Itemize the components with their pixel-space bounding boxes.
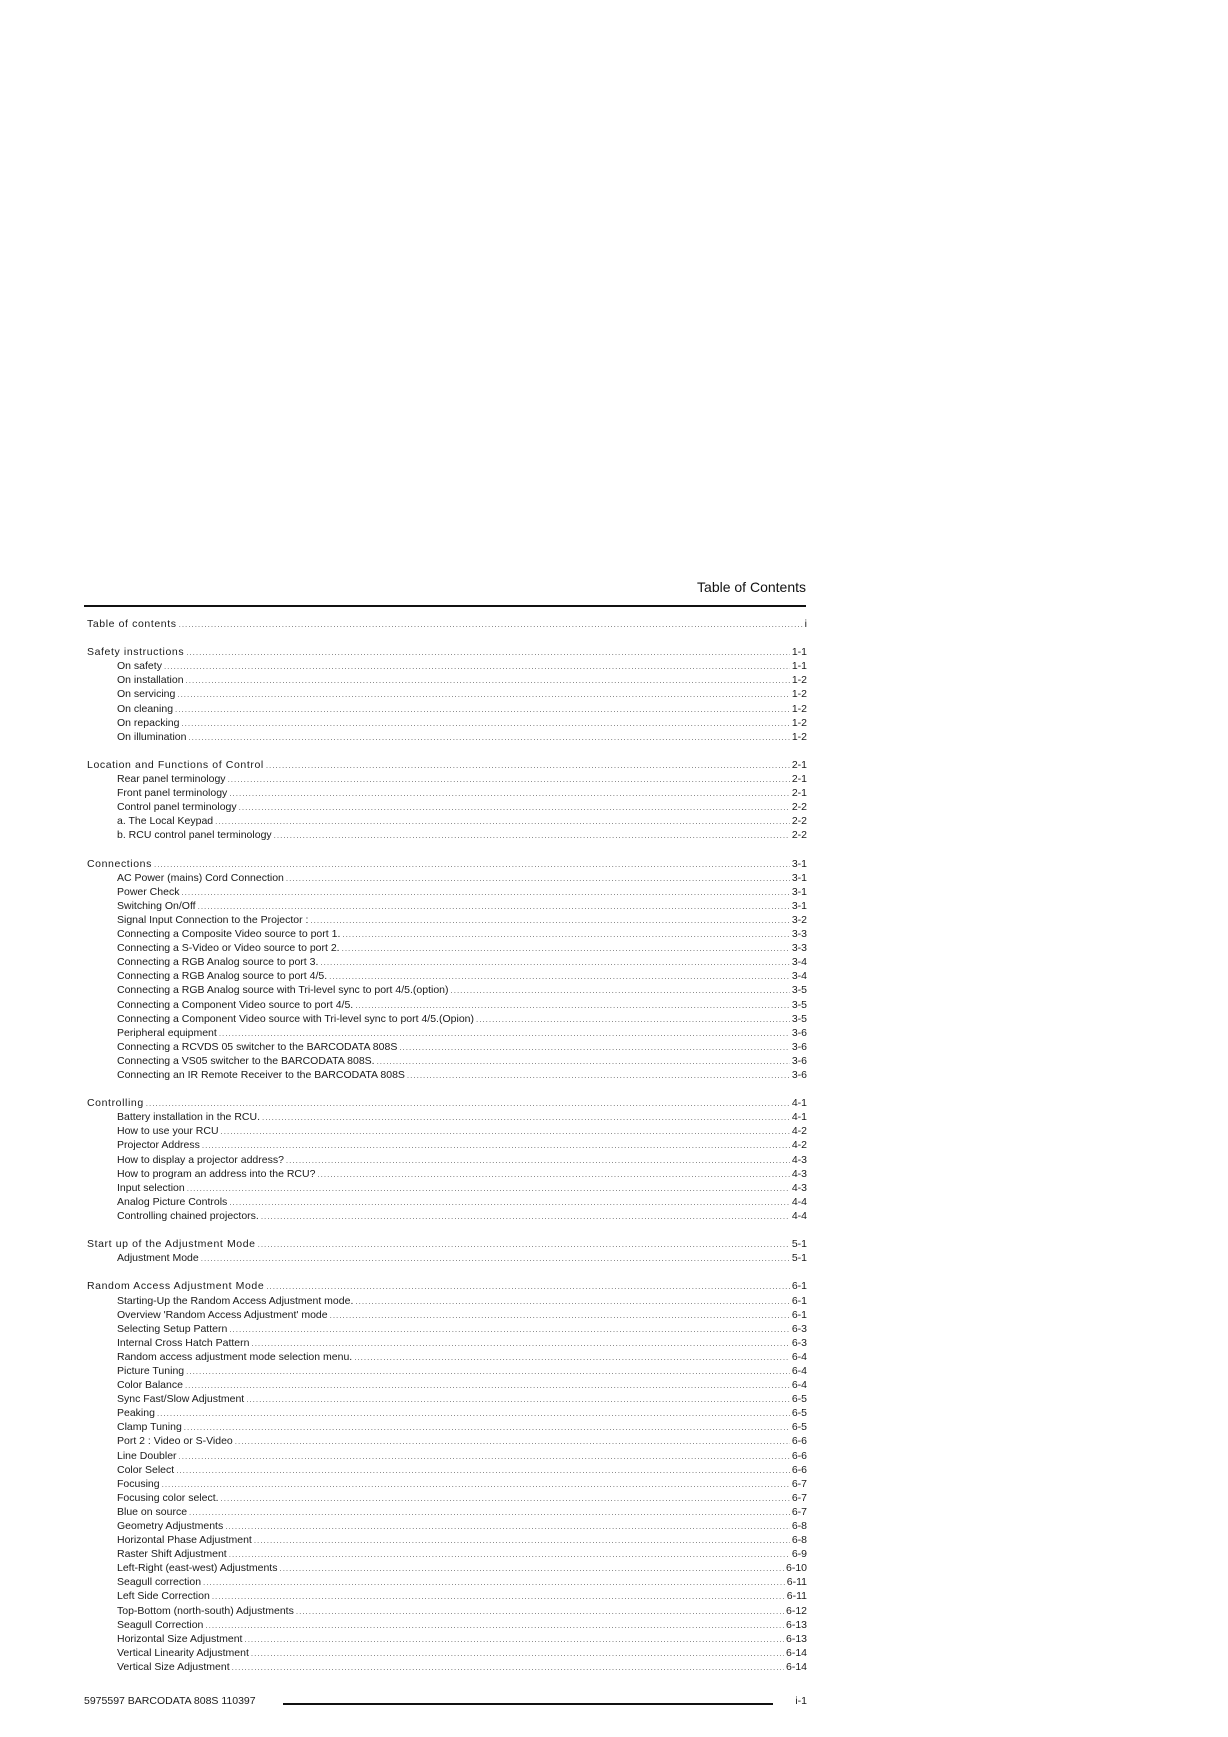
toc-entry-page: 6-6 bbox=[791, 1463, 807, 1476]
toc-entry-page: 3-3 bbox=[791, 928, 807, 941]
toc-subentry bbox=[87, 1646, 807, 1660]
toc-subentry bbox=[87, 1153, 807, 1167]
toc-dot-leader bbox=[225, 1520, 790, 1533]
toc-dot-leader bbox=[235, 1435, 790, 1448]
toc-entry-page: 6-13 bbox=[785, 1618, 807, 1631]
toc-entry-title: Color Balance bbox=[117, 1379, 183, 1392]
toc-entry-page: 1-2 bbox=[791, 674, 807, 687]
toc-entry-title: Random Access Adjustment Mode bbox=[87, 1280, 265, 1293]
page-header-title: Table of Contents bbox=[697, 579, 806, 595]
toc-subentry bbox=[87, 1561, 807, 1575]
toc-entry-title: Rear panel terminology bbox=[117, 773, 226, 786]
toc-entry-title: Input selection bbox=[117, 1181, 185, 1194]
toc-dot-leader bbox=[228, 773, 790, 786]
toc-dot-leader bbox=[181, 886, 789, 899]
footer-rule bbox=[283, 1703, 773, 1705]
toc-dot-leader bbox=[232, 1661, 784, 1674]
toc-dot-leader bbox=[244, 1633, 784, 1646]
toc-dot-leader bbox=[377, 1055, 790, 1068]
toc-entry-page: 6-10 bbox=[785, 1562, 807, 1575]
toc-entry-title: Starting-Up the Random Access Adjustment mode. bbox=[117, 1294, 354, 1307]
header-rule bbox=[84, 605, 806, 607]
toc-dot-leader bbox=[261, 1210, 790, 1223]
toc-entry-title: Internal Cross Hatch Pattern bbox=[117, 1336, 250, 1349]
toc-entry-title: Color Select bbox=[117, 1463, 175, 1476]
toc-subentry bbox=[87, 1322, 807, 1336]
toc-section-entry bbox=[87, 645, 807, 659]
toc-entry-page: 3-6 bbox=[791, 1040, 807, 1053]
toc-dot-leader bbox=[198, 900, 790, 913]
toc-entry-page: 3-4 bbox=[791, 970, 807, 983]
toc-dot-leader bbox=[286, 1154, 790, 1167]
toc-entry-title: Connecting a VS05 switcher to the BARCODATA 808S. bbox=[117, 1054, 375, 1067]
toc-entry-title: Geometry Adjustments bbox=[117, 1520, 224, 1532]
toc-entry-page: 4-1 bbox=[791, 1097, 807, 1110]
toc-dot-leader bbox=[399, 1041, 789, 1054]
toc-subentry bbox=[87, 1110, 807, 1124]
toc-subentry bbox=[87, 1406, 807, 1420]
toc-entry-page: 2-2 bbox=[791, 801, 807, 814]
toc-entry-title: Picture Tuning bbox=[117, 1364, 185, 1377]
toc-dot-leader bbox=[320, 956, 789, 969]
toc-entry-page: 2-2 bbox=[791, 815, 807, 828]
toc-entry-page: 3-5 bbox=[791, 998, 807, 1011]
toc-dot-leader bbox=[176, 1464, 790, 1477]
toc-entry-page: 6-9 bbox=[791, 1548, 807, 1561]
toc-entry-title: Top-Bottom (north-south) Adjustments bbox=[117, 1604, 294, 1617]
toc-subentry bbox=[87, 673, 807, 687]
toc-subentry bbox=[87, 899, 807, 913]
toc-entry-title: Connecting a RCVDS 05 switcher to the BARCODATA 808S bbox=[117, 1040, 398, 1053]
toc-dot-leader bbox=[251, 1647, 784, 1660]
toc-dot-leader bbox=[215, 815, 790, 828]
toc-entry-page: 2-1 bbox=[791, 787, 807, 800]
toc-entry-title: Connecting a RGB Analog source to port 4/5. bbox=[117, 970, 328, 983]
toc-dot-leader bbox=[342, 942, 790, 955]
toc-entry-title: Connecting an IR Remote Receiver to the BARCODATA 808S bbox=[117, 1069, 405, 1081]
toc-entry-page: 3-6 bbox=[791, 1054, 807, 1067]
toc-subentry bbox=[87, 1519, 807, 1533]
toc-subentry bbox=[87, 1364, 807, 1378]
toc-entry-title: On servicing bbox=[117, 688, 176, 701]
toc-entry-title: Random access adjustment mode selection menu. bbox=[117, 1350, 353, 1363]
toc-entry-page: 6-11 bbox=[786, 1576, 807, 1589]
toc-entry-title: Blue on source bbox=[117, 1505, 188, 1518]
toc-entry-title: Connecting a RGB Analog source to port 3. bbox=[117, 956, 319, 969]
toc-subentry bbox=[87, 1589, 807, 1603]
toc-entry-title: Vertical Linearity Adjustment bbox=[117, 1646, 249, 1659]
toc-entry-page: 3-3 bbox=[791, 942, 807, 955]
toc-entry-title: Control panel terminology bbox=[117, 801, 237, 814]
toc-entry-page: 1-2 bbox=[791, 688, 807, 701]
toc-entry-page: 6-8 bbox=[791, 1520, 807, 1532]
toc-entry-title: Safety instructions bbox=[87, 646, 185, 659]
toc-entry-page: 6-4 bbox=[791, 1350, 807, 1363]
toc-subentry bbox=[87, 730, 807, 744]
footer-document-id: 5975597 BARCODATA 808S 110397 bbox=[84, 1695, 256, 1707]
toc-entry-title: Location and Functions of Control bbox=[87, 758, 264, 771]
toc-dot-leader bbox=[186, 1365, 790, 1378]
toc-dot-leader bbox=[274, 829, 790, 842]
toc-entry-title: Peaking bbox=[117, 1407, 155, 1420]
table-of-contents bbox=[87, 617, 807, 1674]
toc-dot-leader bbox=[157, 1407, 790, 1420]
toc-dot-leader bbox=[202, 1139, 790, 1152]
toc-entry-page: 6-12 bbox=[785, 1604, 807, 1617]
toc-subentry bbox=[87, 1505, 807, 1519]
toc-entry-page: 5-1 bbox=[791, 1238, 807, 1251]
toc-entry-page: 5-1 bbox=[791, 1252, 807, 1265]
toc-entry-title: a. The Local Keypad bbox=[117, 815, 214, 828]
toc-subentry bbox=[87, 1420, 807, 1434]
toc-subentry bbox=[87, 1618, 807, 1632]
toc-dot-leader bbox=[205, 1619, 784, 1632]
toc-subentry bbox=[87, 814, 807, 828]
toc-dot-leader bbox=[296, 1605, 784, 1618]
toc-subentry bbox=[87, 1533, 807, 1547]
toc-entry-page: 4-4 bbox=[791, 1209, 807, 1222]
toc-dot-leader bbox=[212, 1590, 785, 1603]
toc-dot-leader bbox=[181, 717, 789, 730]
toc-subentry bbox=[87, 885, 807, 899]
toc-entry-page: 1-2 bbox=[791, 716, 807, 729]
toc-entry-title: AC Power (mains) Cord Connection bbox=[117, 871, 284, 884]
toc-entry-title: Start up of the Adjustment Mode bbox=[87, 1238, 256, 1251]
toc-subentry bbox=[87, 772, 807, 786]
toc-entry-page: 3-5 bbox=[791, 984, 807, 997]
toc-entry-page: 4-3 bbox=[791, 1153, 807, 1166]
toc-dot-leader bbox=[221, 1492, 790, 1505]
toc-subentry bbox=[87, 941, 807, 955]
toc-dot-leader bbox=[266, 759, 790, 772]
toc-entry-page: 2-2 bbox=[791, 829, 807, 842]
toc-subentry bbox=[87, 828, 807, 842]
toc-entry-title: Connecting a Component Video source with Tri-level sync to port 4/5.(Opion) bbox=[117, 1012, 474, 1025]
toc-entry-page: 4-2 bbox=[791, 1125, 807, 1138]
toc-subentry bbox=[87, 913, 807, 927]
toc-entry-title: Horizontal Phase Adjustment bbox=[117, 1534, 252, 1547]
toc-entry-page: 1-2 bbox=[791, 702, 807, 715]
toc-entry-page: 6-13 bbox=[785, 1632, 807, 1645]
toc-entry-page: 3-1 bbox=[791, 871, 807, 884]
toc-subentry bbox=[87, 1308, 807, 1322]
toc-subentry bbox=[87, 1336, 807, 1350]
toc-entry-page: i bbox=[804, 618, 807, 630]
toc-subentry bbox=[87, 716, 807, 730]
toc-entry-page: 6-4 bbox=[791, 1379, 807, 1392]
toc-entry-page: 6-5 bbox=[791, 1421, 807, 1434]
toc-entry-page: 6-1 bbox=[791, 1308, 807, 1321]
toc-subentry bbox=[87, 1294, 807, 1308]
toc-dot-leader bbox=[254, 1534, 790, 1547]
toc-entry-page: 6-5 bbox=[791, 1407, 807, 1420]
toc-entry-title: Signal Input Connection to the Projector : bbox=[117, 913, 309, 926]
toc-subentry bbox=[87, 1463, 807, 1477]
toc-subentry bbox=[87, 1167, 807, 1181]
toc-dot-leader bbox=[342, 928, 789, 941]
toc-entry-page: 6-1 bbox=[791, 1294, 807, 1307]
toc-subentry bbox=[87, 702, 807, 716]
toc-dot-leader bbox=[266, 1280, 789, 1293]
toc-entry-title: Seagull correction bbox=[117, 1576, 202, 1589]
toc-entry-title: Seagull Correction bbox=[117, 1618, 204, 1631]
toc-dot-leader bbox=[262, 1111, 790, 1124]
toc-subentry bbox=[87, 1251, 807, 1265]
toc-subentry bbox=[87, 1350, 807, 1364]
toc-dot-leader bbox=[355, 999, 790, 1012]
toc-dot-leader bbox=[187, 1182, 790, 1195]
toc-subentry bbox=[87, 659, 807, 673]
toc-dot-leader bbox=[188, 731, 789, 744]
toc-entry-title: Battery installation in the RCU. bbox=[117, 1111, 260, 1124]
toc-entry-page: 4-1 bbox=[791, 1111, 807, 1124]
footer-page-number: i-1 bbox=[795, 1695, 807, 1707]
toc-entry-title: Clamp Tuning bbox=[117, 1421, 182, 1434]
toc-subentry bbox=[87, 1392, 807, 1406]
toc-entry-page: 6-3 bbox=[791, 1336, 807, 1349]
toc-subentry bbox=[87, 1378, 807, 1392]
toc-entry-page: 6-4 bbox=[791, 1364, 807, 1377]
toc-entry-page: 6-5 bbox=[791, 1393, 807, 1406]
toc-dot-leader bbox=[203, 1576, 785, 1589]
toc-entry-page: 2-1 bbox=[791, 758, 807, 771]
toc-subentry bbox=[87, 1054, 807, 1068]
toc-entry-title: Port 2 : Video or S-Video bbox=[117, 1435, 233, 1448]
toc-dot-leader bbox=[330, 1309, 790, 1322]
toc-dot-leader bbox=[146, 1097, 790, 1110]
toc-subentry bbox=[87, 1209, 807, 1223]
toc-dot-leader bbox=[451, 984, 790, 997]
toc-dot-leader bbox=[476, 1013, 790, 1026]
toc-dot-leader bbox=[279, 1562, 784, 1575]
toc-entry-title: On safety bbox=[117, 660, 162, 673]
toc-subentry bbox=[87, 1012, 807, 1026]
toc-subentry bbox=[87, 1604, 807, 1618]
toc-entry-title: On repacking bbox=[117, 716, 180, 729]
toc-entry-title: Peripheral equipment bbox=[117, 1026, 217, 1039]
toc-entry-title: Line Doubler bbox=[117, 1449, 177, 1462]
toc-entry-title: Projector Address bbox=[117, 1139, 200, 1152]
toc-entry-title: Adjustment Mode bbox=[117, 1252, 199, 1265]
toc-entry-page: 3-1 bbox=[791, 885, 807, 898]
toc-entry-title: On installation bbox=[117, 674, 184, 687]
toc-entry-title: Connecting a Composite Video source to port 1. bbox=[117, 928, 341, 941]
toc-subentry bbox=[87, 1632, 807, 1646]
toc-entry-title: Horizontal Size Adjustment bbox=[117, 1632, 243, 1645]
toc-dot-leader bbox=[175, 703, 790, 716]
toc-entry-page: 3-6 bbox=[791, 1069, 807, 1081]
toc-entry-page: 1-1 bbox=[791, 646, 807, 659]
toc-entry-title: Analog Picture Controls bbox=[117, 1195, 228, 1208]
toc-entry-page: 3-2 bbox=[791, 913, 807, 926]
toc-entry-page: 6-7 bbox=[791, 1477, 807, 1490]
toc-section-entry bbox=[87, 1096, 807, 1110]
toc-entry-title: Controlling chained projectors. bbox=[117, 1209, 259, 1222]
toc-entry-page: 6-1 bbox=[791, 1280, 807, 1293]
toc-entry-title: Focusing bbox=[117, 1477, 160, 1490]
toc-entry-page: 4-4 bbox=[791, 1195, 807, 1208]
toc-entry-title: Connecting a Component Video source to port 4/5. bbox=[117, 998, 354, 1011]
toc-entry-title: Overview 'Random Access Adjustment' mode bbox=[117, 1308, 328, 1321]
toc-dot-leader bbox=[407, 1069, 790, 1082]
toc-dot-leader bbox=[184, 1421, 790, 1434]
toc-entry-title: Left Side Correction bbox=[117, 1590, 210, 1603]
toc-entry-title: How to display a projector address? bbox=[117, 1153, 284, 1166]
toc-entry-page: 1-2 bbox=[791, 730, 807, 743]
toc-dot-leader bbox=[317, 1168, 789, 1181]
toc-section-entry bbox=[87, 617, 807, 631]
toc-entry-page: 6-7 bbox=[791, 1491, 807, 1504]
toc-subentry bbox=[87, 1575, 807, 1589]
toc-dot-leader bbox=[354, 1351, 790, 1364]
toc-dot-leader bbox=[221, 1125, 790, 1138]
toc-entry-title: Connecting a RGB Analog source with Tri-level sync to port 4/5.(option) bbox=[117, 984, 449, 997]
toc-entry-page: 4-3 bbox=[791, 1181, 807, 1194]
toc-dot-leader bbox=[219, 1027, 790, 1040]
toc-dot-leader bbox=[229, 1323, 789, 1336]
toc-dot-leader bbox=[258, 1238, 790, 1251]
toc-entry-page: 6-6 bbox=[791, 1449, 807, 1462]
toc-dot-leader bbox=[186, 674, 790, 687]
toc-entry-page: 4-3 bbox=[791, 1167, 807, 1180]
toc-subentry bbox=[87, 1434, 807, 1448]
toc-dot-leader bbox=[229, 1196, 790, 1209]
toc-entry-title: Power Check bbox=[117, 885, 180, 898]
toc-subentry bbox=[87, 1491, 807, 1505]
toc-entry-page: 4-2 bbox=[791, 1139, 807, 1152]
toc-subentry bbox=[87, 1477, 807, 1491]
toc-entry-title: Selecting Setup Pattern bbox=[117, 1322, 228, 1335]
toc-dot-leader bbox=[329, 970, 790, 983]
toc-entry-title: Raster Shift Adjustment bbox=[117, 1548, 227, 1561]
toc-entry-page: 2-1 bbox=[791, 773, 807, 786]
toc-entry-page: 6-14 bbox=[785, 1660, 807, 1673]
toc-entry-page: 6-7 bbox=[791, 1505, 807, 1518]
toc-entry-title: On cleaning bbox=[117, 702, 174, 715]
toc-section-entry bbox=[87, 1237, 807, 1251]
toc-dot-leader bbox=[251, 1337, 789, 1350]
toc-entry-title: Front panel terminology bbox=[117, 787, 228, 800]
toc-entry-title: How to program an address into the RCU? bbox=[117, 1167, 316, 1180]
toc-entry-title: Controlling bbox=[87, 1097, 144, 1110]
toc-subentry bbox=[87, 1449, 807, 1463]
toc-subentry bbox=[87, 786, 807, 800]
toc-dot-leader bbox=[189, 1506, 790, 1519]
toc-entry-page: 3-1 bbox=[791, 857, 807, 870]
toc-entry-page: 3-1 bbox=[791, 899, 807, 912]
toc-dot-leader bbox=[355, 1295, 789, 1308]
toc-subentry bbox=[87, 983, 807, 997]
toc-entry-page: 6-3 bbox=[791, 1322, 807, 1335]
toc-subentry bbox=[87, 1138, 807, 1152]
toc-subentry bbox=[87, 927, 807, 941]
toc-section-entry bbox=[87, 857, 807, 871]
toc-subentry bbox=[87, 1026, 807, 1040]
toc-dot-leader bbox=[229, 787, 790, 800]
toc-section-entry bbox=[87, 1279, 807, 1293]
toc-dot-leader bbox=[164, 660, 790, 673]
toc-dot-leader bbox=[162, 1478, 790, 1491]
toc-entry-title: How to use your RCU bbox=[117, 1125, 219, 1138]
toc-dot-leader bbox=[229, 1548, 790, 1561]
toc-subentry bbox=[87, 1660, 807, 1674]
toc-subentry bbox=[87, 969, 807, 983]
toc-entry-title: b. RCU control panel terminology bbox=[117, 829, 272, 842]
toc-subentry bbox=[87, 955, 807, 969]
toc-dot-leader bbox=[179, 1450, 790, 1463]
toc-section-entry bbox=[87, 758, 807, 772]
toc-subentry bbox=[87, 1547, 807, 1561]
toc-entry-page: 1-1 bbox=[791, 660, 807, 673]
toc-entry-title: On illumination bbox=[117, 730, 187, 743]
toc-dot-leader bbox=[239, 801, 790, 814]
toc-entry-title: Focusing color select. bbox=[117, 1491, 219, 1504]
toc-entry-page: 3-5 bbox=[791, 1012, 807, 1025]
toc-entry-title: Connecting a S-Video or Video source to port 2. bbox=[117, 942, 340, 955]
toc-entry-page: 3-4 bbox=[791, 956, 807, 969]
toc-entry-page: 6-14 bbox=[785, 1646, 807, 1659]
toc-dot-leader bbox=[201, 1252, 790, 1265]
toc-entry-page: 6-8 bbox=[791, 1534, 807, 1547]
toc-subentry bbox=[87, 1195, 807, 1209]
toc-subentry bbox=[87, 1181, 807, 1195]
toc-dot-leader bbox=[310, 914, 789, 927]
toc-dot-leader bbox=[177, 688, 789, 701]
toc-entry-title: Table of contents bbox=[87, 618, 177, 630]
toc-subentry bbox=[87, 871, 807, 885]
toc-entry-title: Left-Right (east-west) Adjustments bbox=[117, 1562, 278, 1575]
toc-entry-page: 6-11 bbox=[786, 1590, 807, 1603]
toc-entry-title: Sync Fast/Slow Adjustment bbox=[117, 1393, 245, 1406]
toc-entry-title: Vertical Size Adjustment bbox=[117, 1660, 230, 1673]
toc-subentry bbox=[87, 1068, 807, 1082]
toc-entry-page: 6-6 bbox=[791, 1435, 807, 1448]
toc-dot-leader bbox=[246, 1393, 790, 1406]
toc-dot-leader bbox=[154, 858, 790, 871]
toc-subentry bbox=[87, 1040, 807, 1054]
toc-subentry bbox=[87, 687, 807, 701]
toc-entry-title: Switching On/Off bbox=[117, 899, 196, 912]
toc-dot-leader bbox=[179, 618, 803, 631]
toc-dot-leader bbox=[186, 646, 790, 659]
toc-entry-title: Connections bbox=[87, 857, 152, 870]
toc-entry-page: 3-6 bbox=[791, 1026, 807, 1039]
toc-subentry bbox=[87, 1124, 807, 1138]
toc-subentry bbox=[87, 800, 807, 814]
toc-subentry bbox=[87, 998, 807, 1012]
toc-dot-leader bbox=[286, 872, 790, 885]
toc-dot-leader bbox=[185, 1379, 790, 1392]
